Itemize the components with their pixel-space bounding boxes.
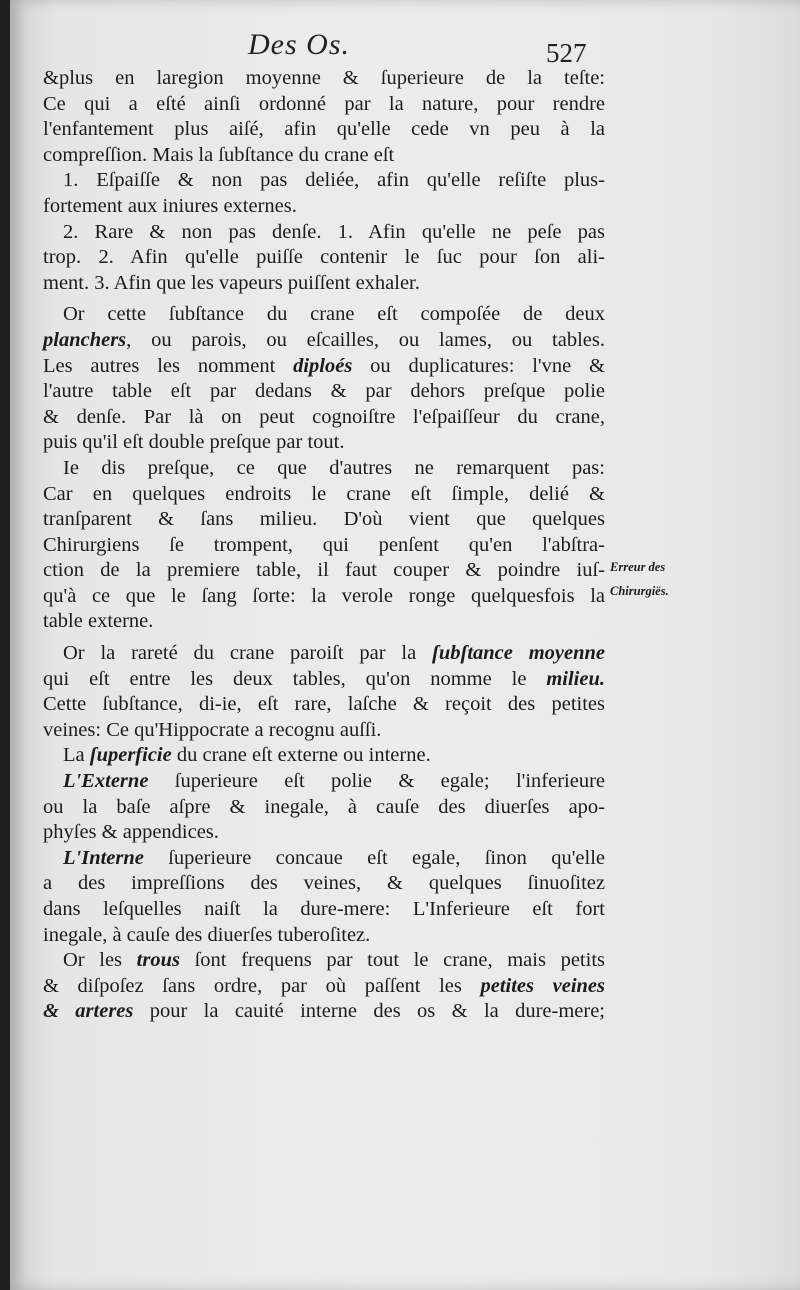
text-line: Car en quelques endroits le crane eſt ſimple, delié & xyxy=(43,482,605,505)
text-line: & denſe. Par là on peut cognoiſtre l'eſpaiſſeur du crane, xyxy=(43,405,605,428)
text-line: ou la baſe aſpre & inegale, à cauſe des diuerſes apo- xyxy=(43,795,605,818)
text-line: inegale, à cauſe des diuerſes tuberoſitez. xyxy=(43,923,371,946)
text-line: table externe. xyxy=(43,610,154,633)
margin-note xyxy=(610,555,720,603)
italic-term: milieu. xyxy=(546,667,605,690)
text-line: Ce qui a eſté ainſi ordonné par la nature, pour rendre xyxy=(43,92,605,115)
list-item-line: 1. Eſpaiſſe & non pas deliée, afin qu'elle reſiſte plus- xyxy=(63,169,605,192)
margin-note-line: Chirurgiës. xyxy=(610,584,669,598)
text-line: l'enfantement plus aiſé, afin qu'elle cede vn peu à la xyxy=(43,118,605,141)
text-line: Chirurgiens ſe trompent, qui penſent qu'en l'abſtra- xyxy=(43,533,605,556)
text-span: du crane eſt externe ou interne. xyxy=(171,744,431,767)
margin-note-line: Erreur des xyxy=(610,560,666,574)
text-line xyxy=(43,974,605,1000)
body-text xyxy=(43,66,605,1025)
text-line: trop. 2. Afin qu'elle puiſſe contenir le ſuc pour ſon ali- xyxy=(43,246,605,269)
italic-term: ſubſtance moyenne xyxy=(432,642,605,665)
text-span: Les autres les nomment xyxy=(43,354,294,377)
paragraph-start xyxy=(43,846,605,872)
page-number: 527 xyxy=(546,38,587,68)
text-line xyxy=(43,354,605,380)
text-line: &plus en laregion moyenne & ſuperieure de la teſte: xyxy=(43,67,605,89)
text-line: ction de la premiere table, il faut couper & poindre iuſ- xyxy=(43,559,605,582)
paragraph-start xyxy=(43,641,605,667)
text-span: Or les xyxy=(63,949,137,972)
text-span: ſuperieure eſt polie & egale; l'inferieure xyxy=(148,770,605,793)
italic-term: L'Interne xyxy=(63,846,144,869)
text-span: Or la rareté du crane paroiſt par la xyxy=(63,642,433,665)
text-span: pour la cauité interne des os & la dure-mere; xyxy=(133,1000,606,1023)
text-span: ſuperieure concaue eſt egale, ſinon qu'elle xyxy=(143,846,605,869)
page-scan xyxy=(10,0,800,1290)
paragraph-start: Or cette ſubſtance du crane eſt compoſée de deux xyxy=(63,303,605,326)
paragraph-start xyxy=(43,743,605,769)
text-line xyxy=(43,328,605,354)
text-line xyxy=(43,999,605,1025)
text-span: ſont frequens par tout le crane, mais petits xyxy=(179,949,605,972)
italic-term: petites veines xyxy=(480,974,605,997)
italic-term: ſuperficie xyxy=(89,744,172,767)
text-line: tranſparent & ſans milieu. D'où vient que quelques xyxy=(43,508,605,531)
text-line: ment. 3. Afin que les vapeurs puiſſent exhaler. xyxy=(43,271,420,294)
text-line: phyſes & appendices. xyxy=(43,821,219,844)
italic-term: planchers xyxy=(43,328,127,351)
paragraph-start xyxy=(43,769,605,795)
text-span: , ou parois, ou eſcailles, ou lames, ou tables. xyxy=(126,328,605,351)
text-span: qui eſt entre les deux tables, qu'on nomme le xyxy=(43,667,547,690)
text-line: compreſſion. Mais la ſubſtance du crane eſt xyxy=(43,143,395,166)
italic-term: trous xyxy=(136,949,180,972)
text-line xyxy=(43,667,605,693)
text-line: dans leſquelles naiſt la dure-mere: L'Inferieure eſt fort xyxy=(43,898,605,920)
text-line: Cette ſubſtance, di-ie, eſt rare, laſche & reçoit des petites xyxy=(43,693,605,716)
italic-term: diploés xyxy=(293,354,353,377)
text-span: ou duplicatures: l'vne & xyxy=(352,354,605,377)
italic-term: & arteres xyxy=(43,1000,134,1023)
text-line: l'autre table eſt par dedans & par dehors preſque polie xyxy=(43,380,605,403)
text-line: a des impreſſions des veines, & quelques ſinuoſitez xyxy=(43,872,605,895)
list-item-line: 2. Rare & non pas denſe. 1. Afin qu'elle ne peſe pas xyxy=(63,220,605,243)
running-header-title: Des Os. xyxy=(248,28,350,61)
italic-term: L'Externe xyxy=(63,770,149,793)
text-line: qu'à ce que le ſang ſorte: la verole ronge quelquesfois la xyxy=(43,584,605,607)
text-line: fortement aux iniures externes. xyxy=(43,194,297,217)
paragraph-start: Ie dis preſque, ce que d'autres ne remarquent pas: xyxy=(63,456,605,479)
text-span: La xyxy=(63,744,90,767)
text-line: puis qu'il eſt double preſque par tout. xyxy=(43,431,345,454)
paragraph-start xyxy=(43,948,605,974)
text-line: veines: Ce qu'Hippocrate a recognu auſſi. xyxy=(43,718,382,741)
text-span: & diſpoſez ſans ordre, par où paſſent les xyxy=(43,974,481,997)
